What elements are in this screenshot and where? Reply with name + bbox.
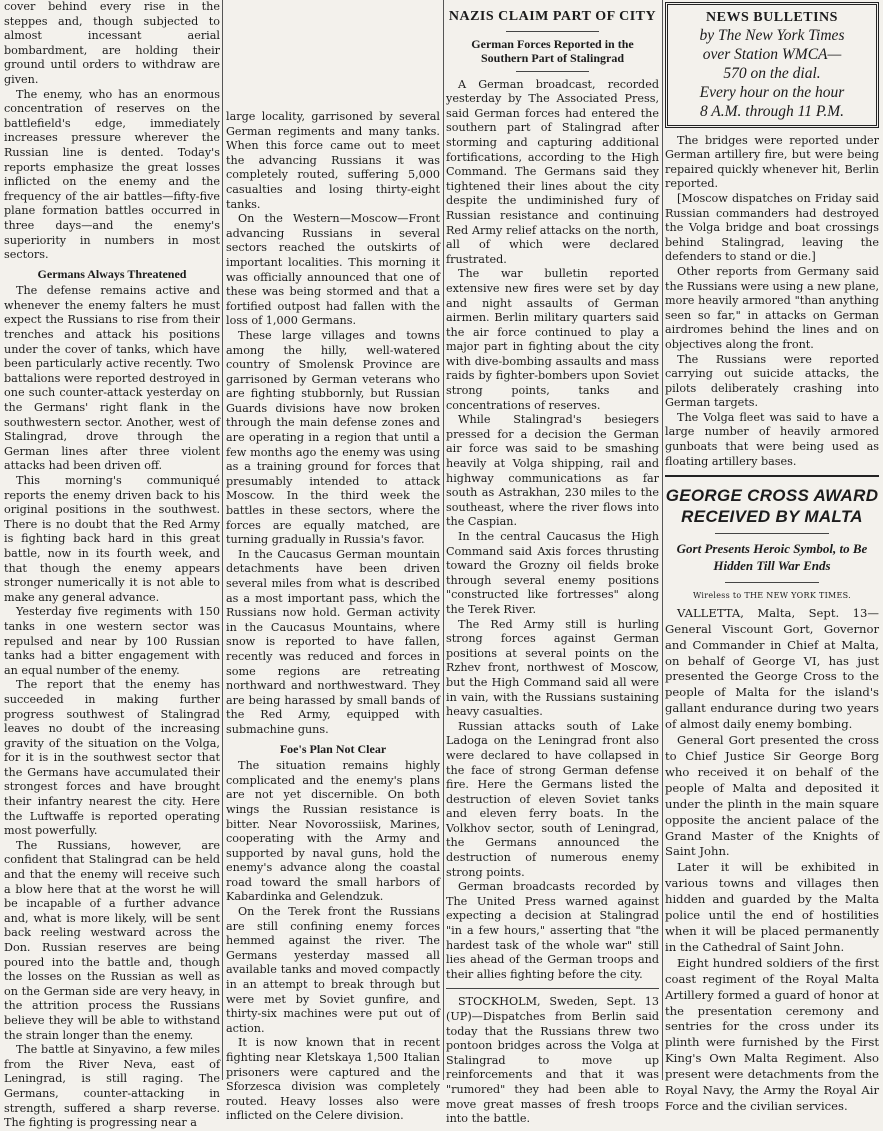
paragraph: VALLETTA, Malta, Sept. 13—General Viscount Gort, Governor and Commander in Chief at Malta, on behalf of George VI, has just presented the George Cross to the people of Malta for the island's gallant endurance during two years of almost daily enemy bombing. bbox=[665, 605, 879, 732]
paragraph: Eight hundred soldiers of the first coast regiment of the Royal Malta Artillery formed a guard of honor at the presentation ceremony and sentries for the cross under its plinth were furnished by the First King's Own Malta Regiment. Also present were detachments from the Royal Navy, the Army the Royal Air Force and the civilian services. bbox=[665, 955, 879, 1113]
paragraph: Russian attacks south of Lake Ladoga on the Leningrad front also were declared to have collapsed in the face of strong German defense fire. Here the Germans listed the destruction of eleven Soviet tanks and eleven ferry boats. In the Volkhov sector, south of Leningrad, the Germans announced the destruction of numerous enemy strong points. bbox=[446, 719, 659, 879]
paragraph: In the central Caucasus the High Command said Axis forces thrusting toward the Grozny oil fields broke through several enemy positions "constructed like fortresses" along the Terek River. bbox=[446, 530, 659, 616]
paragraph: This morning's communiqué reports the enemy driven back to his original positions in the southwest. There is no doubt that the Red Army is fighting back hard in this great battle, now in its fourth week, and that though the enemy appears stronger numerically it is not able to make any general advance. bbox=[4, 474, 220, 604]
headline: GEORGE CROSS AWARD RECEIVED BY MALTA bbox=[665, 486, 879, 527]
paragraph-stockholm: STOCKHOLM, Sweden, Sept. 13 (UP)—Dispatches from Berlin said today that the Russians threw two pontoon bridges across the Volga at Stalingrad to move up reinforcements and that it was "rumored" they had been able to move great masses of fresh troops into the battle. bbox=[446, 995, 659, 1126]
paragraph: The Russians were reported carrying out suicide attacks, the pilots deliberately crashing into German targets. bbox=[665, 352, 879, 410]
paragraph: In the Caucasus German mountain detachments have been driven several miles from what is described as a most important pass, which the Russians now hold. German activity in the Caucasus Mountains, where snow is reported to have fallen, recently was reduced and forces in some regions are retreating northward and northwestward. They are being harassed by small bands of the Red Army, equipped with submachine guns. bbox=[226, 547, 440, 736]
bulletin-line: 570 on the dial. bbox=[723, 64, 821, 82]
paragraph: Yesterday five regiments with 150 tanks in one western sector was repulsed and near by 100 Russian tanks had a bitter engagement with an equal number of the enemy. bbox=[4, 605, 220, 677]
column-2 bbox=[226, 110, 440, 1123]
paragraph: [Moscow dispatches on Friday said Russian commanders had destroyed the Volga bridge and boat crossings behind Stalingrad, leaving the defenders to stand or die.] bbox=[665, 191, 879, 264]
malta-article bbox=[665, 485, 879, 1115]
divider bbox=[446, 988, 659, 989]
column-rule bbox=[662, 0, 663, 1080]
paragraph: The bridges were reported under German artillery fire, but were being repaired quickly whenever hit, Berlin reported. bbox=[665, 133, 879, 191]
paragraph: While Stalingrad's besiegers pressed for a decision the German air force was said to be smashing heavily at Volga shipping, rail and highway communications as far south as Astrakhan, 230 miles to the southeast, where the river flows into the Caspian. bbox=[446, 413, 659, 529]
column-4 bbox=[665, 0, 879, 1113]
byline: Wireless to THE NEW YORK TIMES. bbox=[692, 591, 852, 601]
paragraph: cover behind every rise in the steppes and, though subjected to almost incessant aerial bombardment, are holding their ground until orders to withdraw are given. bbox=[4, 0, 220, 86]
bulletin-line: over Station WMCA— bbox=[702, 45, 842, 63]
paragraph: These large villages and towns among the hilly, well-watered country of Smolensk Province are garrisoned by German veterans who are fighting stubbornly, but Russian Guards divisions have now broken through the main defense zones and are operating in a region that until a few months ago the enemy was using as a training ground for forces that presumably intended to attack Moscow. In the third week the battles in these sectors, where the forces are equally matched, are turning gradually in Russia's favor. bbox=[226, 328, 440, 547]
paragraph: The report that the enemy has succeeded in making further progress southwest of Stalingrad leaves no doubt of the increasing gravity of the situation on the Volga, for it is in the southwest sector that the Germans have accumulated their strongest forces and have brought their infantry nearest the city. Here the Luftwaffe is reported operating most powerfully. bbox=[4, 678, 220, 838]
paragraph: A German broadcast, recorded yesterday by The Associated Press, said German forces had entered the southern part of Stalingrad after storming and capturing additional fortifications, according to the High Command. The Germans said they tightened their lines about the city despite the undiminished fury of Russian resistance and continuing Red Army relief attacks on the north, all of which were declared frustrated. bbox=[446, 77, 659, 266]
subheadline: German Forces Reported in the Southern Part of Stalingrad bbox=[471, 36, 634, 65]
news-bulletin-box bbox=[665, 2, 879, 128]
subheading: Germans Always Threatened bbox=[37, 266, 187, 281]
paragraph: The situation remains highly complicated and the enemy's plans are not yet discernible. On both wings the Russian resistance is bitter. Near Novorossiisk, Marines, cooperating with the Army and supported by naval guns, hold the enemy's advance along the coastal road toward the small harbors of Kabardinka and Gelendzuk. bbox=[226, 759, 440, 904]
divider bbox=[516, 71, 589, 72]
paragraph: The Red Army still is hurling strong forces against German positions at several points on the Rzhev front, northwest of Moscow, but the High Command said all were in vain, with the Russians sustaining heavy casualties. bbox=[446, 617, 659, 719]
bulletin-line: Every hour on the hour bbox=[699, 83, 845, 101]
paragraph: The Volga fleet was said to have a large number of heavily armored gunboats that were being used as floating artillery bases. bbox=[665, 410, 879, 468]
divider bbox=[665, 475, 879, 477]
column-rule bbox=[222, 0, 223, 1080]
paragraph: Other reports from Germany said the Russians were using a new plane, more heavily armored "than anything seen so far," in attacks on German airdromes behind the lines and on objectives along the front. bbox=[665, 264, 879, 351]
bulletin-line: 8 A.M. through 11 P.M. bbox=[699, 102, 845, 120]
paragraph: On the Western—Moscow—Front advancing Russians in several sectors reached the outskirts of important localities. This morning it was officially announced that one of these was being stormed and that a fortified outpost had fallen with the loss of 1,000 Germans. bbox=[226, 212, 440, 328]
paragraph: Later it will be exhibited in various towns and villages then hidden and guarded by the Malta police until the end of hostilities when it will be placed permanently in the Cathedral of Saint John. bbox=[665, 860, 879, 954]
paragraph: large locality, garrisoned by several German regiments and many tanks. When this force came out to meet the advancing Russians it was completely routed, suffering 5,000 casualties and losing thirty-eight tanks. bbox=[226, 110, 440, 211]
paragraph: On the Terek front the Russians are still confining enemy forces hemmed against the river. The Germans yesterday massed all available tanks and moved compactly in an attempt to break through but were met by Soviet gunfire, and thirty-six machines were put out of action. bbox=[226, 905, 440, 1035]
paragraph: German broadcasts recorded by The United Press warned against expecting a decision at Stalingrad "in a few hours," asserting that "the hardest task of the whole war" still lies ahead of the German troops and their allies fighting before the city. bbox=[446, 880, 659, 981]
subheadline: Gort Presents Heroic Symbol, to Be Hidden Till War Ends bbox=[676, 541, 868, 574]
paragraph: The defense remains active and whenever the enemy falters he must expect the Russians to rise from their trenches and attack his positions under the cover of tanks, which have been particularly active recently. Two battalions were reported destroyed in one such counter-attack yesterday on the Germans' right flank in the southwestern sector. Another, west of Stalingrad, drove through the German lines after three violent attacks had been driven off. bbox=[4, 284, 220, 473]
paragraph: It is now known that in recent fighting near Kletskaya 1,500 Italian prisoners were captured and the Sforzesca division was completely routed. Heavy losses also were inflicted on the Celere division. bbox=[226, 1036, 440, 1123]
divider bbox=[715, 533, 829, 534]
paragraph: The Russians, however, are confident that Stalingrad can be held and that the enemy will receive such a blow here that at the worst he will be incapable of a further advance and, what is more likely, will be sent back reeling westward across the Don. Russian reserves are being poured into the battle and, though the losses on the Russian as well as on the German side are very heavy, in the attrition process the Russians believe they will be able to withstand the strain longer than the enemy. bbox=[4, 838, 220, 1042]
divider bbox=[506, 31, 599, 32]
headline: NAZIS CLAIM PART OF CITY bbox=[448, 9, 657, 24]
paragraph: The enemy, who has an enormous concentration of reserves on the battlefield's edge, immediately increases pressure wherever the Russian line is dented. Today's reports emphasize the great losses inflicted on the enemy and the frequency of the air battles—fifty-five plane formation battles occurred in three days—and the enemy's superiority in numbers in most sectors. bbox=[4, 87, 220, 262]
divider bbox=[725, 582, 819, 583]
subheading: Foe's Plan Not Clear bbox=[279, 741, 387, 756]
column-3 bbox=[446, 0, 659, 1126]
bulletin-title: NEWS BULLETINS bbox=[706, 10, 838, 25]
bulletin-line: by The New York Times bbox=[699, 26, 845, 44]
paragraph: The war bulletin reported extensive new fires were set by day and night assaults of German airmen. Berlin military quarters said the air force continued to play a major part in fighting about the city with dive-bombing assaults and mass raids by fighter-bombers upon Soviet strong points, tanks and concentrations of reserves. bbox=[446, 267, 659, 412]
paragraph: The battle at Sinyavino, a few miles from the River Neva, east of Leningrad, is still raging. The Germans, counter-attacking in strength, suffered a sharp reverse. The fighting is progressing near a bbox=[4, 1043, 220, 1130]
column-1 bbox=[4, 0, 220, 1130]
column-rule bbox=[443, 0, 444, 1080]
paragraph: General Gort presented the cross to Chief Justice Sir George Borg who received it on behalf of the people of Malta and deposited it under the plinth in the main square opposite the ancient palace of the Grand Master of the Knights of Saint John. bbox=[665, 733, 879, 859]
